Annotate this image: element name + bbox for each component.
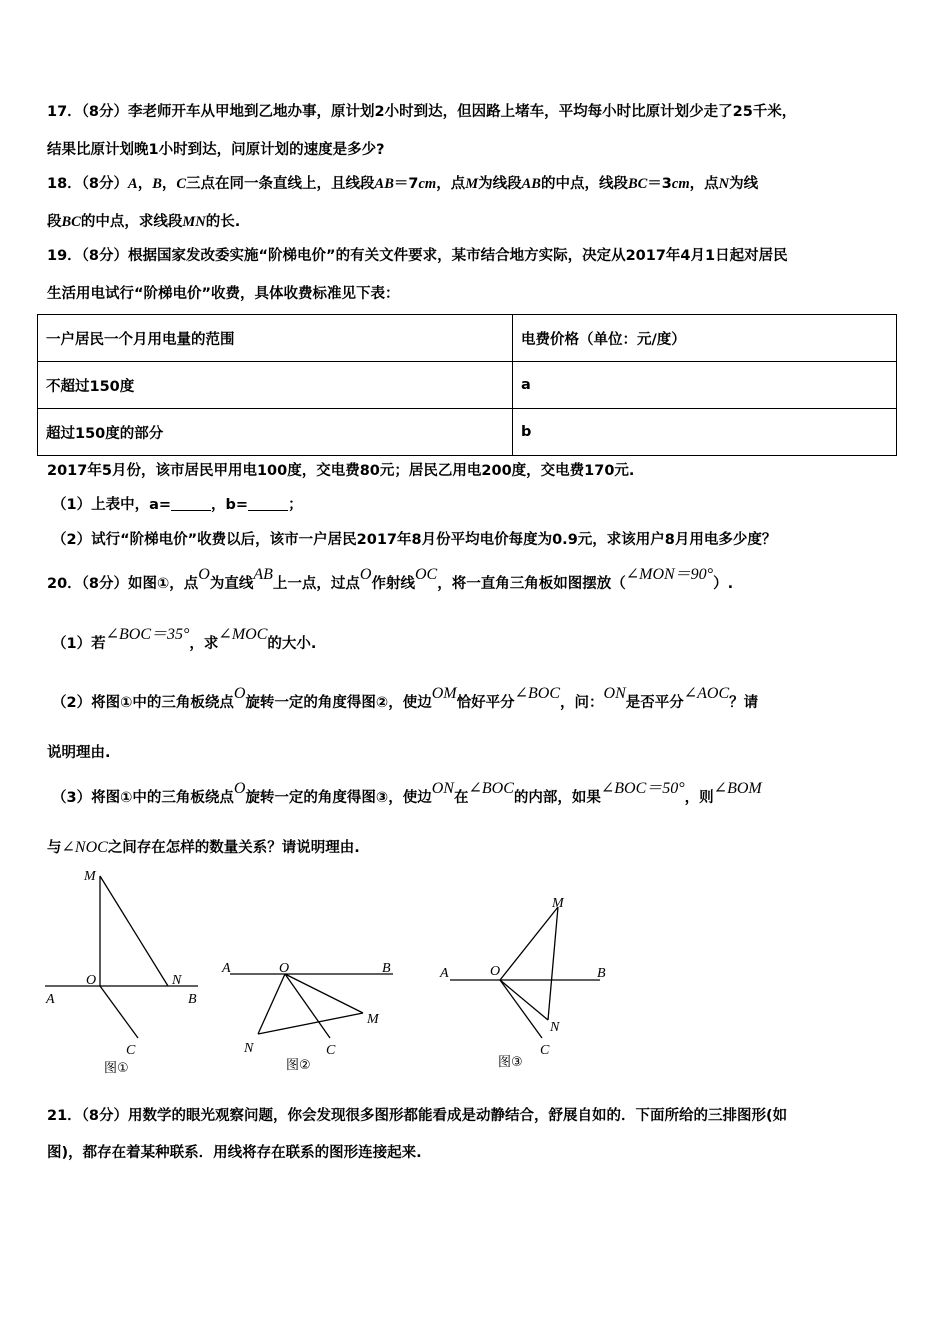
q18-text: 的中点，求线段 [80,214,183,230]
ray-oc [285,974,330,1038]
label-b: B [597,966,606,981]
q20-math: ∠BOM [713,780,762,797]
ray-om [500,907,558,980]
table-row [38,362,897,409]
q20-math: AB [253,566,273,583]
q20-line1 [47,566,734,594]
label-c: C [126,1043,136,1058]
q20-text: 旋转一定的角度得图②，使边 [245,695,432,711]
q18-math: A [128,176,138,192]
q20-line2 [52,626,317,654]
q20-line6 [47,838,360,858]
table-cell: 一户居民一个月用电量的范围 [38,315,513,362]
q19-sub1-text: ； [288,497,303,513]
q18-text: 三点在同一条直线上，且线段 [186,176,375,192]
label-m: M [367,1012,379,1027]
label-n: N [550,1020,560,1035]
q20-text: 的内部，如果 [513,790,601,806]
q20-math: ON [603,685,626,702]
figure-2 [230,974,393,1038]
table-row [38,315,897,362]
q20-line4: 说明理由. [47,745,111,761]
q19-sub1-text: （1）上表中，a= [52,497,172,513]
q20-line5 [52,780,762,808]
q18-math: BC [627,176,648,192]
caption-figure-1: 图① [104,1061,129,1076]
q18-math: AB [521,176,541,192]
table-cell: a [513,362,897,409]
label-a: A [440,966,449,981]
table-cell: 不超过150度 [38,362,513,409]
q18-text: ＝7 [393,176,419,192]
label-a: A [222,961,231,976]
q20-math: OC [414,566,438,583]
q20-math: ∠BOC [514,685,561,702]
q18-text: ，点 [689,176,719,192]
answer-blank [171,496,211,511]
q19-sub2: （2）试行“阶梯电价”收费以后，该市一户居民2017年8月份平均电价每度为0.9元，求该用户8月用电多少度？ [52,532,777,548]
q20-math: ∠MON＝90° [625,566,714,583]
q20-math: O [233,685,246,702]
q20-text: ，求 [189,636,219,652]
q20-math: O [359,566,372,583]
q18-text: ＝3 [647,176,672,192]
q20-text: ？请 [729,695,759,711]
q18-text: ， [161,176,177,192]
q19-sub1 [52,495,303,515]
q21-line2: 图)，都存在着某种联系．用线将存在联系的图形连接起来. [47,1145,422,1161]
table-row [38,409,897,456]
label-b: B [188,992,197,1007]
q18-line2 [47,212,240,232]
label-o: O [490,964,501,979]
q18-text: 的长. [205,214,241,230]
q20-math: O [233,780,246,797]
label-m: M [552,896,564,911]
triangle-hypotenuse [100,876,168,986]
q18-math: cm [418,176,437,192]
q20-text: ，则 [684,790,714,806]
q20-math: ∠BOC＝50° [600,780,685,797]
label-o: O [279,961,290,976]
q20-figures [0,862,950,1082]
q20-text: 为直线 [209,576,254,592]
q20-text: 之间存在怎样的数量关系？请说明理由. [107,840,360,856]
label-a: A [46,992,55,1007]
q20-line3 [52,685,759,713]
q18-text: ， [137,176,153,192]
q20-text: ，问： [560,695,604,711]
q20-text: （1）若 [52,636,106,652]
q19-sub1-text: ，b= [211,497,249,513]
table-cell: b [513,409,897,456]
q20-math: ∠NOC [61,839,108,856]
q18-math: N [718,176,730,192]
caption-figure-2: 图② [286,1058,311,1073]
q19-line2: 生活用电试行“阶梯电价”收费，具体收费标准见下表： [47,286,400,302]
q18-math: AB [374,176,394,192]
q18-math: B [152,176,162,192]
q20-math: ON [431,780,454,797]
q18-math: cm [671,176,690,192]
label-c: C [326,1043,336,1058]
q20-math: O [198,566,210,583]
q17-line1: 17．（8分）李老师开车从甲地到乙地办事，原计划2小时到达，但因路上堵车，平均每小时比原计划少走了25千米， [47,104,797,120]
q20-math: ∠AOC [683,685,730,702]
label-m: M [84,869,96,884]
label-c: C [540,1043,550,1058]
q20-math: ∠BOC [468,780,514,797]
q18-text: 为线段 [478,176,522,192]
q20-math: ∠BOC＝35° [105,626,190,643]
q20-text: 是否平分 [625,695,684,711]
label-n: N [244,1041,254,1056]
electricity-price-table [37,314,897,456]
q18-math: C [176,176,187,192]
q19-after-table: 2017年5月份，该市居民甲用电100度，交电费80元；居民乙用电200度，交电费170元. [47,463,635,479]
table-cell: 超过150度的部分 [38,409,513,456]
q20-text: ，将一直角三角板如图摆放（ [437,576,626,592]
q20-text: 作射线 [371,576,415,592]
q20-math: OM [431,685,457,702]
q18-math: M [465,176,479,192]
table-cell: 电费价格（单位：元/度） [513,315,897,362]
q20-text: 在 [453,790,469,806]
q20-text: 与 [47,840,62,856]
figure-1 [45,876,198,1038]
q20-text: 的大小. [267,636,317,652]
q17-line2: 结果比原计划晚1小时到达，问原计划的速度是多少? [47,142,385,158]
q18-math: MN [182,214,206,230]
label-o: O [86,973,97,988]
q18-text: 的中点，线段 [540,176,628,192]
label-n: N [172,973,182,988]
q20-text: 上一点，过点 [272,576,360,592]
triangle-hypotenuse [548,907,558,1020]
q20-text: （2）将图①中的三角板绕点 [52,695,234,711]
triangle-hypotenuse [258,1013,363,1034]
q18-math: BC [61,214,81,230]
q18-line1 [47,174,758,194]
q20-math: ∠MOC [218,626,268,643]
q19-line1: 19．（8分）根据国家发改委实施“阶梯电价”的有关文件要求，某市结合地方实际，决定从2017年4月1日起对居民 [47,248,788,264]
q20-text: ）. [713,576,734,592]
q20-text: （3）将图①中的三角板绕点 [52,790,234,806]
ray-om [285,974,363,1013]
q20-text: 20．（8分）如图①，点 [47,576,199,592]
figure-3 [450,907,600,1038]
q18-text: 段 [47,214,62,230]
ray-oc [100,986,138,1038]
q20-text: 旋转一定的角度得图③，使边 [245,790,432,806]
q18-text: 为线 [729,176,759,192]
q18-text: 18．（8分） [47,176,129,192]
answer-blank [248,496,288,511]
q20-text: 恰好平分 [456,695,515,711]
q21-line1: 21．（8分）用数学的眼光观察问题，你会发现很多图形都能看成是动静结合，舒展自如的．下面所给的三排图形(如 [47,1108,788,1124]
label-b: B [382,961,391,976]
caption-figure-3: 图③ [498,1055,523,1070]
ray-on [258,974,285,1034]
q18-text: ，点 [436,176,466,192]
